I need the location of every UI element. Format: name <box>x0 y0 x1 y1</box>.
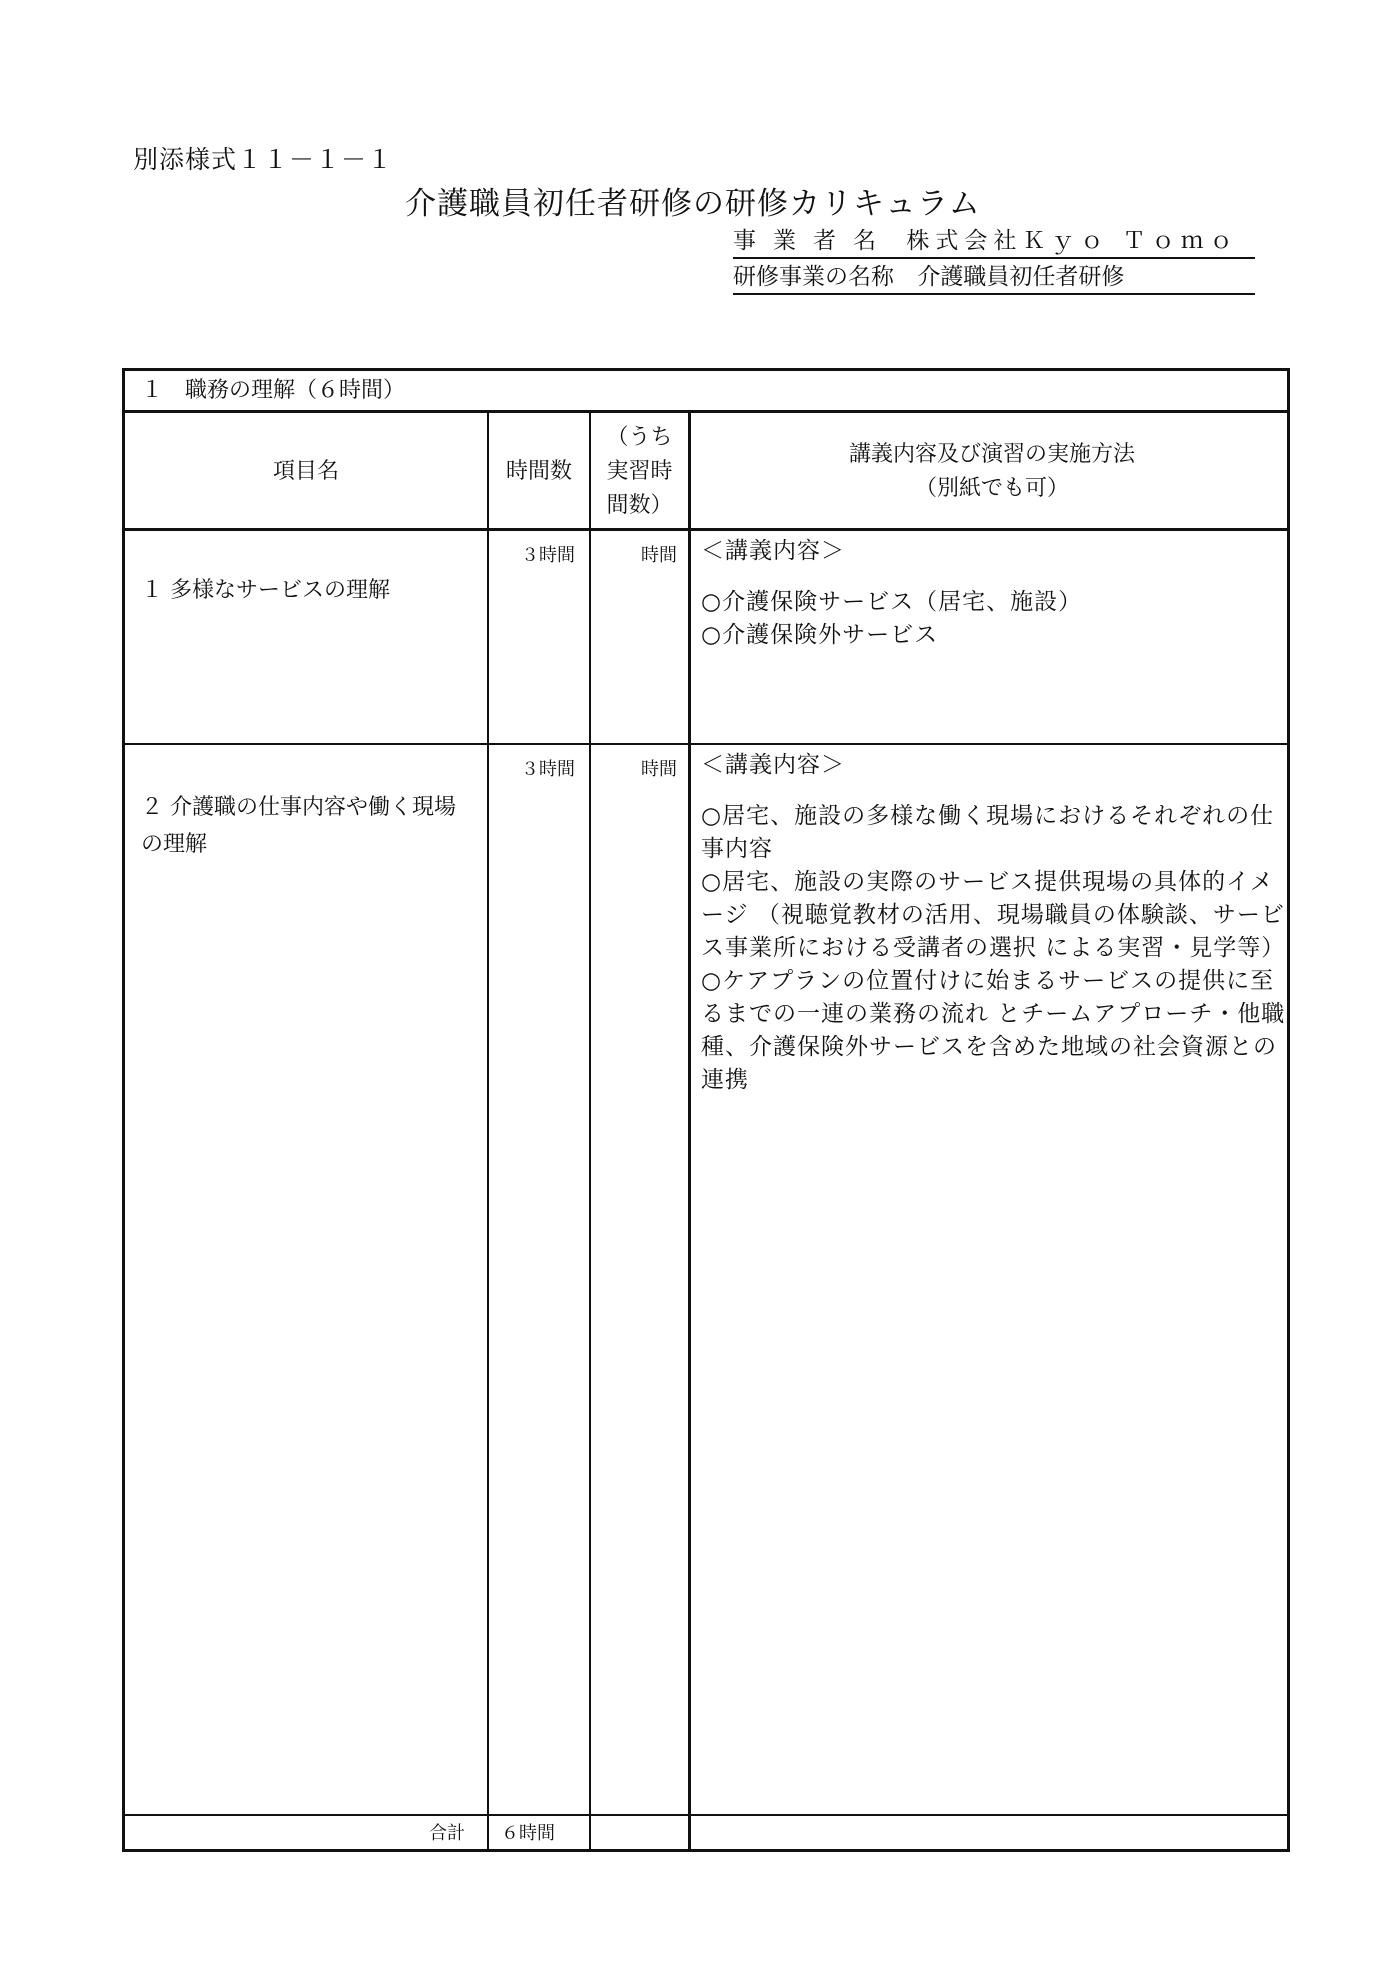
row-divider <box>125 528 1287 531</box>
course-label: 研修事業の名称 <box>733 264 894 290</box>
column-header-item: 項目名 <box>272 459 339 484</box>
section-header: １ 職務の理解（６時間） <box>125 371 1287 413</box>
row-divider <box>125 743 1287 745</box>
item-name: ２ 介護職の仕事内容や働く現場の理解 <box>141 795 456 857</box>
item-content <box>701 749 1286 1097</box>
item-content <box>701 535 1286 652</box>
course-name: 介護職員初任者研修 <box>917 264 1125 290</box>
column-divider <box>487 413 489 1849</box>
item-practice-hours: 時間 <box>641 759 677 780</box>
item-hours: ３時間 <box>521 545 575 566</box>
total-hours: ６時間 <box>501 1823 555 1844</box>
content-line: ○居宅、施設の多様な働く現場におけるそれぞれの仕事内容 <box>701 803 1275 862</box>
content-line: ○介護保険サービス（居宅、施設） <box>701 589 1083 615</box>
total-label: 合計 <box>429 1823 465 1844</box>
content-heading: ＜講義内容＞ <box>701 752 845 778</box>
operator-line <box>733 222 1255 259</box>
form-number: 別添様式１１－１－１ <box>133 145 394 174</box>
course-line <box>733 258 1255 295</box>
content-line: ○居宅、施設の実際のサービス提供現場の具体的イメージ （視聴覚教材の活用、現場職員の体験談、サービス事業所における受講者の選択 による実習・見学等） <box>701 869 1286 961</box>
row-divider <box>125 1814 1287 1816</box>
column-header-hours: 時間数 <box>505 459 572 484</box>
column-divider <box>589 413 591 1849</box>
content-line: ○ケアプランの位置付けに始まるサービスの提供に至るまでの一連の業務の流れ とチームアプローチ・他職種、介護保険外サービスを含めた地域の社会資源との連携 <box>701 968 1286 1093</box>
document-title: 介護職員初任者研修の研修カリキュラム <box>405 186 981 222</box>
operator-label: 事業者名 <box>733 228 893 254</box>
column-header-practice-hours: （うち 実習時 間数） <box>606 425 673 518</box>
operator-name: 株式会社Ｋｙｏ Ｔｏｍｏ <box>906 228 1239 254</box>
column-header-method: 講義内容及び演習の実施方法 （別紙でも可） <box>848 442 1135 501</box>
content-line: ○介護保険外サービス <box>701 622 939 648</box>
content-heading: ＜講義内容＞ <box>701 538 845 564</box>
curriculum-table <box>122 368 1290 1852</box>
item-hours: ３時間 <box>521 759 575 780</box>
item-practice-hours: 時間 <box>641 545 677 566</box>
column-divider <box>688 413 691 1849</box>
item-name: １ 多様なサービスの理解 <box>141 578 390 603</box>
